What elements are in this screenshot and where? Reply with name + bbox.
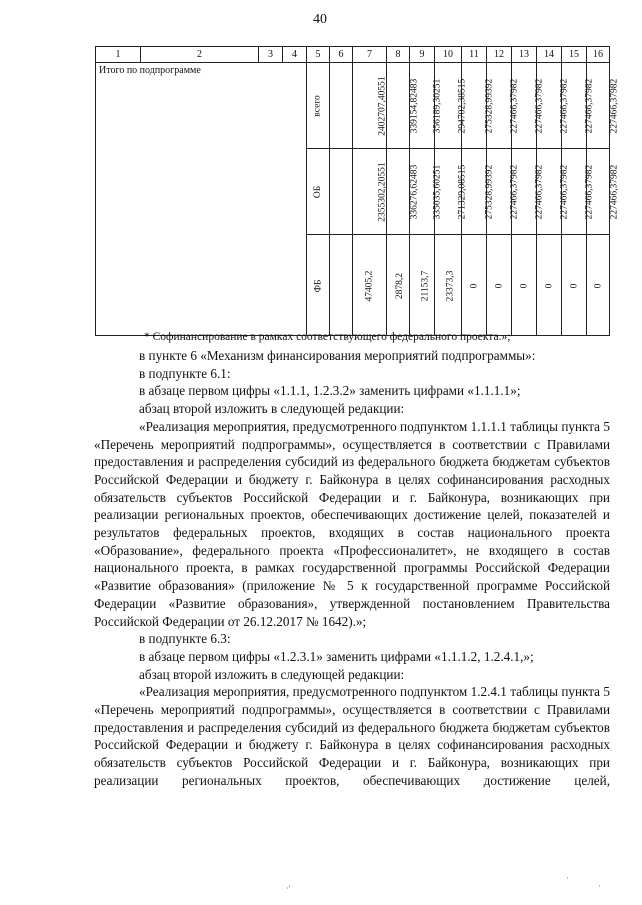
table-cell: 294702,38515 (457, 78, 468, 134)
paragraph: в подпункте 6.3: (139, 631, 231, 647)
table-cell: 0 (593, 283, 603, 288)
paragraph: в подпункте 6.1: (139, 365, 231, 381)
column-number: 13 (512, 47, 537, 63)
column-number: 6 (330, 47, 353, 63)
column-number: 12 (487, 47, 512, 63)
table-cell: 227466,37982 (584, 164, 595, 220)
paragraph: абзац второй изложить в следующей редакции: (139, 666, 405, 682)
column-number: 2 (141, 47, 259, 63)
row-label: ОБ (312, 185, 323, 199)
table-cell: 227466,37982 (584, 78, 595, 134)
table-cell: 339154,82483 (409, 78, 420, 134)
table-cell: 47405,2 (364, 270, 375, 301)
table-cell: 23373,3 (445, 270, 456, 301)
table-cell: 227466,37982 (609, 164, 620, 220)
table-cell: 0 (469, 283, 479, 288)
column-number: 4 (283, 47, 307, 63)
paragraph: в пункте 6 «Механизм финансирования мероприятий подпрограммы»: (139, 348, 536, 363)
table-cell: 356189,30251 (432, 78, 443, 134)
table-cell: 227466,37982 (559, 164, 570, 220)
table-cell: 2878,2 (395, 272, 406, 299)
column-number-row (96, 47, 610, 63)
footnote: * Софинансирование в рамках соответствующего федерального проекта.»; (144, 331, 511, 343)
table-cell: 0 (519, 283, 529, 288)
table-cell: 271329,08515 (457, 164, 468, 220)
page-number: 40 (313, 12, 327, 27)
column-number: 8 (387, 47, 410, 63)
table-cell: 336276,62483 (409, 164, 420, 220)
table-cell: 227466,37982 (509, 78, 520, 134)
paragraph: абзац второй изложить в следующей редакции: (139, 401, 405, 417)
column-number: 9 (410, 47, 435, 63)
table-cell: 227466,37982 (534, 164, 545, 220)
column-number: 3 (259, 47, 283, 63)
document-body (94, 329, 610, 790)
table-cell: 2402707,40551 (377, 76, 388, 136)
table-cell: 227466,37982 (559, 78, 570, 134)
row-label: ФБ (313, 279, 323, 292)
table-cell: 21153,7 (420, 270, 431, 301)
table-row (96, 63, 610, 149)
paragraph: в абзаце первом цифры «1.2.3.1» заменить цифрами «1.1.1.2, 1.2.4.1,»; (139, 648, 534, 664)
table-cell: 227466,37982 (509, 164, 520, 220)
paragraph: «Реализация мероприятия, предусмотренного подпунктом 1.2.4.1 таблицы пункта 5 «Перечень мероприятий подпрограммы», осуществляется в соответствии с Правилами предоставления и распределения субсидий из федерального бюджета бюджетам субъектов Российской Федерации и бюджету г. Байконура в целях софинансирования расходных обязательств субъектов Российской Федерации и г. Байконура, возникающих при реализации региональных проектов, обеспечивающих достижение целей, (94, 684, 610, 788)
subprogram-budget-table (95, 46, 620, 336)
paragraph: в абзаце первом цифры «1.1.1, 1.2.3.2» заменить цифрами «1.1.1.1»; (139, 383, 521, 399)
row-label: всего (312, 95, 323, 117)
subprogram-total-label: Итого по подпрограмме (96, 63, 307, 336)
table-cell: 335035,60251 (432, 164, 443, 220)
column-number: 1 (96, 47, 141, 63)
column-number: 16 (587, 47, 610, 63)
paragraph: «Реализация мероприятия, предусмотренного подпунктом 1.1.1.1 таблицы пункта 5 «Перечень мероприятий подпрограммы», осуществляется в соответствии с Правилами предоставления и распределения субсидий из федерального бюджета бюджетам субъектов Российской Федерации и бюджету г. Байконура в целях софинансирования расходных обязательств субъектов Российской Федерации и г. Байконура, возникающих при реализации региональных проектов, обеспечивающих достижение целей, показателей и результатов федеральных проектов, входящих в состав национального проекта «Образование», федерального проекта «Профессионалитет», не входящего в состав национального проекта, в рамках государственной программы Российской Федерации «Развитие образования» (приложение № 5 к государственной программе Российской Федерации «Развитие образования», утвержденной постановлением Правительства Российской Федерации от 26.12.2017 № 1642).»; (94, 418, 610, 629)
column-number: 5 (307, 47, 330, 63)
column-number: 7 (353, 47, 387, 63)
column-number: 15 (562, 47, 587, 63)
table-cell: 0 (569, 283, 579, 288)
table-cell: 2355302,20551 (377, 162, 388, 222)
table-cell: 227466,37982 (609, 78, 620, 134)
table-cell: 275328,99392 (484, 164, 495, 220)
column-number: 11 (462, 47, 487, 63)
column-number: 10 (435, 47, 462, 63)
table-cell: 0 (494, 283, 504, 288)
table-cell: 227466,37982 (534, 78, 545, 134)
column-number: 14 (537, 47, 562, 63)
table-cell: 0 (544, 283, 554, 288)
table-cell: 275328,99392 (484, 78, 495, 134)
